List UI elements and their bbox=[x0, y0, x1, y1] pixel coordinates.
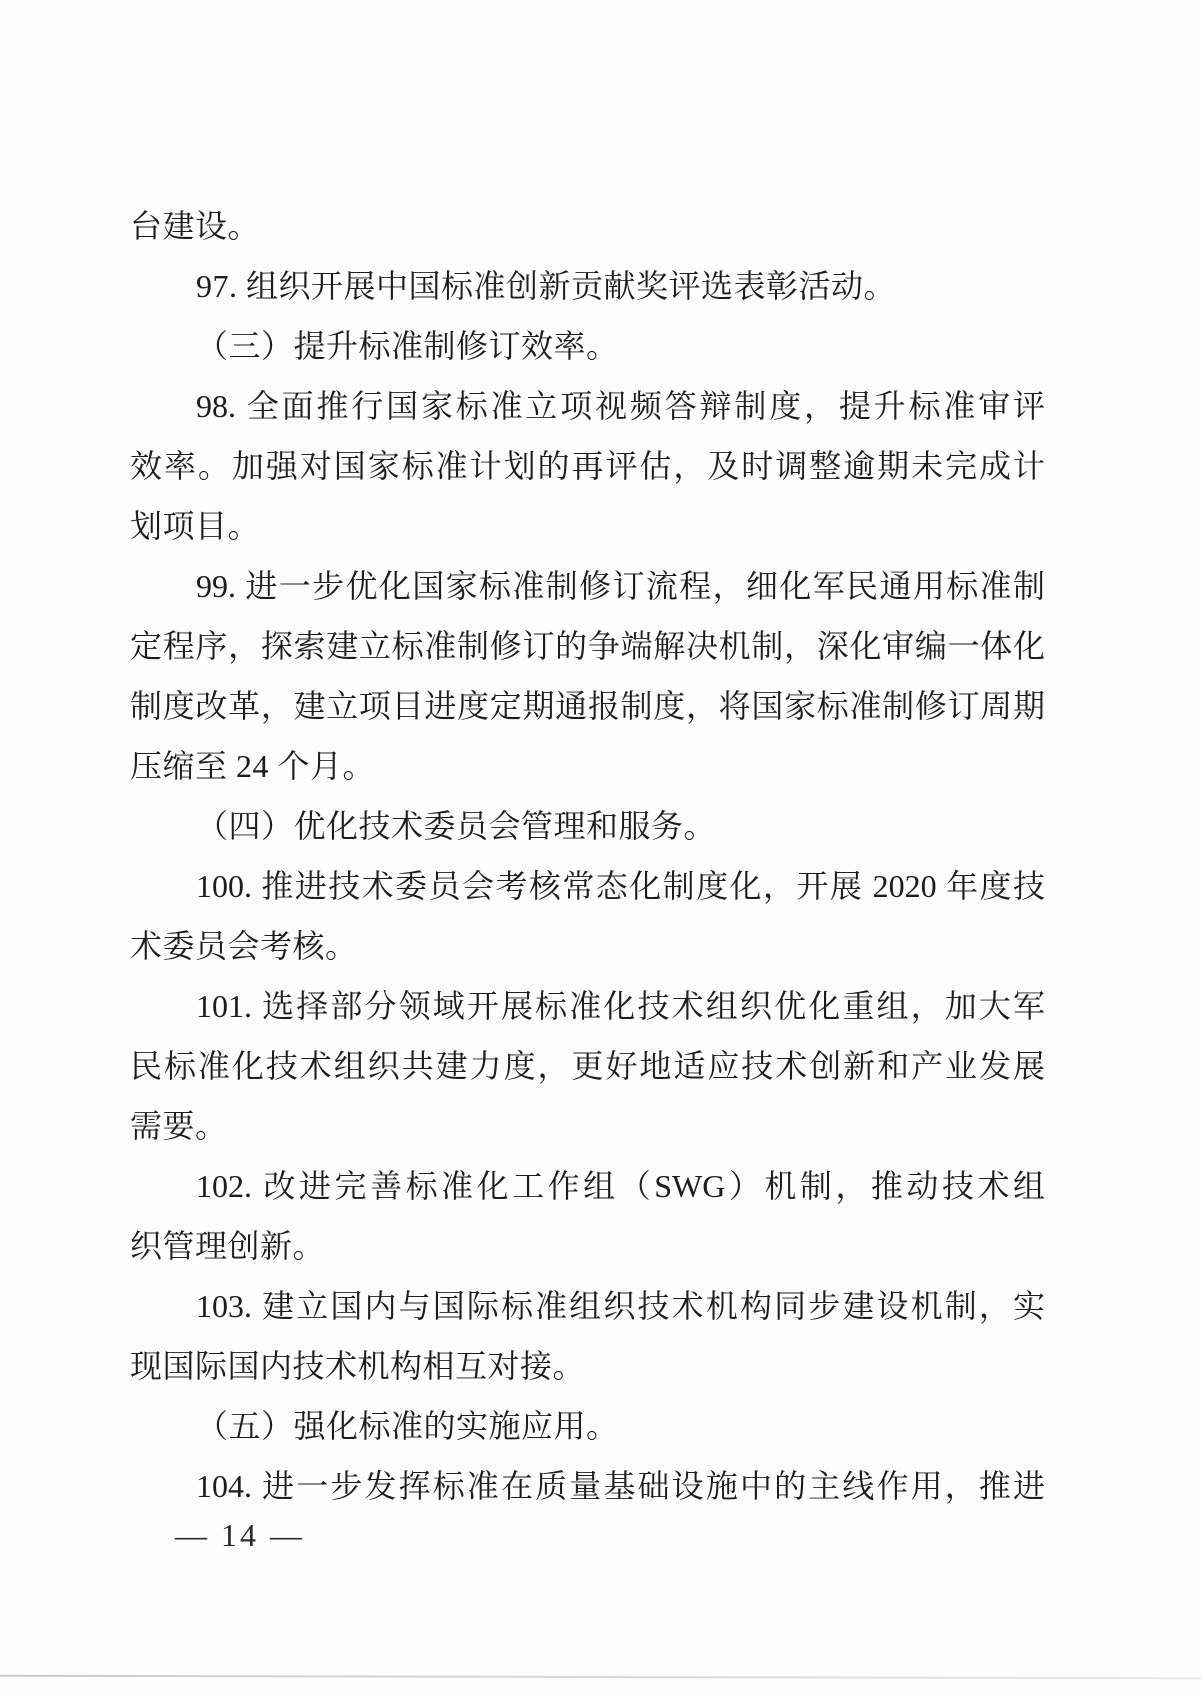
item-99-line-2: 定程序，探索建立标准制修订的争端解决机制，深化审编一体化 bbox=[130, 628, 1045, 664]
section-heading-4: （四）优化技术委员会管理和服务。 bbox=[196, 808, 717, 844]
item-99-line-4: 压缩至 24 个月。 bbox=[130, 748, 376, 784]
continuation-line: 台建设。 bbox=[130, 208, 261, 244]
section-heading-5: （五）强化标准的实施应用。 bbox=[196, 1408, 619, 1444]
item-101-line-3: 需要。 bbox=[130, 1108, 228, 1144]
item-103-line-1: 103. 建立国内与国际标准组织技术机构同步建设机制，实 bbox=[196, 1288, 1045, 1324]
item-98-line-1: 98. 全面推行国家标准立项视频答辩制度，提升标准审评 bbox=[196, 388, 1045, 424]
item-102-line-1: 102. 改进完善标准化工作组（SWG）机制，推动技术组 bbox=[196, 1168, 1045, 1204]
item-99-line-3: 制度改革，建立项目进度定期通报制度，将国家标准制修订周期 bbox=[130, 688, 1045, 724]
item-99-line-1: 99. 进一步优化国家标准制修订流程，细化军民通用标准制 bbox=[196, 568, 1045, 604]
item-101-line-2: 民标准化技术组织共建力度，更好地适应技术创新和产业发展 bbox=[130, 1048, 1045, 1084]
page-number: — 14 — bbox=[175, 1517, 305, 1553]
section-heading-3: （三）提升标准制修订效率。 bbox=[196, 328, 619, 364]
item-103-line-2: 现国际国内技术机构相互对接。 bbox=[130, 1348, 586, 1384]
item-98-line-3: 划项目。 bbox=[130, 508, 261, 544]
item-98-line-2: 效率。加强对国家标准计划的再评估，及时调整逾期未完成计 bbox=[130, 448, 1045, 484]
item-100-line-1: 100. 推进技术委员会考核常态化制度化，开展 2020 年度技 bbox=[196, 868, 1045, 904]
item-102-line-2: 织管理创新。 bbox=[130, 1228, 326, 1264]
item-104-line-1: 104. 进一步发挥标准在质量基础设施中的主线作用，推进 bbox=[196, 1468, 1045, 1504]
item-97: 97. 组织开展中国标准创新贡献奖评选表彰活动。 bbox=[196, 268, 897, 304]
item-101-line-1: 101. 选择部分领域开展标准化技术组织优化重组，加大军 bbox=[196, 988, 1045, 1024]
item-100-line-2: 术委员会考核。 bbox=[130, 928, 358, 964]
document-body bbox=[130, 196, 1045, 1516]
scan-artifact-line bbox=[0, 1675, 1201, 1680]
